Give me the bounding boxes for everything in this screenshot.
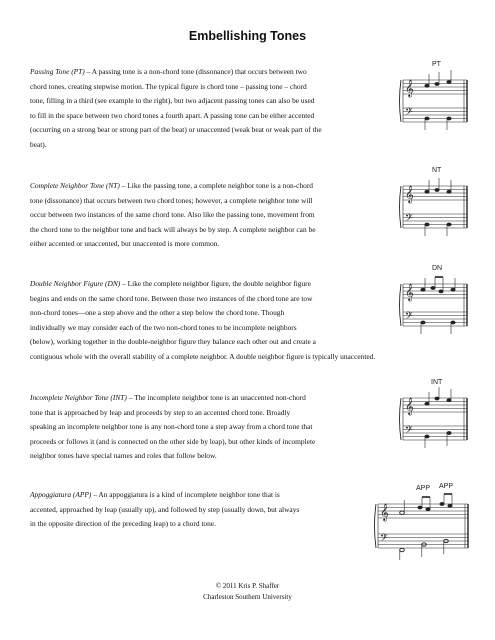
figure-label: DN [432, 265, 443, 272]
figure-label: NT [432, 167, 442, 174]
music-example [397, 262, 469, 334]
page-title: Embellishing Tones [188, 29, 307, 43]
svg-text:𝄢: 𝄢 [405, 212, 413, 226]
term: Complete Neighbor Tone (NT) [30, 181, 120, 190]
svg-text:𝄞: 𝄞 [405, 187, 414, 203]
svg-text:𝄢: 𝄢 [405, 424, 413, 438]
music-example [397, 376, 469, 448]
footer [0, 581, 495, 603]
grand-staff [397, 262, 469, 334]
grand-staff [397, 164, 469, 236]
svg-text:𝄞: 𝄞 [380, 505, 389, 521]
svg-text:𝄢: 𝄢 [380, 532, 388, 546]
grand-staff [397, 58, 469, 130]
svg-text:𝄢: 𝄢 [405, 310, 413, 324]
institution: Charleston Southern University [203, 593, 292, 601]
grand-staff [372, 478, 470, 562]
section-text: Passing Tone (PT) – A passing tone is a non-chord tone (dissonance) that occurs between two chord tones, creating stepwise motion. The typical figure is chord tone – passing tone – chord tone, filling in a third (see example to the right), but two adjacent passing tones can also be used to fill in the space between two chord tones a fourth apart. A passing tone can be either accented (occurring on a strong beat or strong part of the beat) or unaccented (weak beat or weak part of the beat). [30, 67, 322, 149]
svg-text:𝄞: 𝄞 [405, 81, 414, 97]
svg-text:𝄢: 𝄢 [405, 106, 413, 120]
term: Appoggiatura (APP) [30, 490, 92, 499]
term: Incomplete Neighbor Tone (INT) [30, 393, 127, 402]
section-text: Incomplete Neighbor Tone (INT) – The incomplete neighbor tone is an unaccented non-chord tone that is approached by leap and proceeds by step to an accented chord tone. Broadly speaking an incomplete neighbor tone is any non-chord tone a step away from a chord tone that proceeds or follows it (and is connected on the other side by leap), but other kinds of incomplete neighbor tones have special names and roles that follow below. [30, 393, 316, 461]
music-example [372, 478, 470, 562]
svg-text:𝄞: 𝄞 [405, 399, 414, 415]
grand-staff [397, 376, 469, 448]
copyright: © 2011 Kris P. Shaffer [215, 582, 280, 590]
term: Passing Tone (PT) [30, 67, 85, 76]
figure-label: APP [416, 485, 431, 492]
music-example [397, 164, 469, 236]
section-text: Complete Neighbor Tone (NT) – Like the passing tone, a complete neighbor tone is a non-chord tone (dissonance) that occurs between two chord tones; however, a complete neighbor tone will occur between two instances of the same chord tone. Also like the passing tone, movement from the chord tone to the neighbor tone and back will always be by step. A complete neighbor can be either accented or unaccented, but unaccented is more common. [30, 181, 316, 249]
figure-label: PT [432, 61, 441, 68]
music-example [397, 58, 469, 130]
svg-text:𝄞: 𝄞 [405, 285, 414, 301]
figure-label: APP [439, 483, 454, 490]
figure-label: INT [431, 379, 443, 386]
section-text: Double Neighbor Figure (DN) – Like the complete neighbor figure, the double neighbor figure begins and ends on the same chord tone. Between those two instances of the chord tone are tow non-chord tones—one a step above and the other a step below the chord tone. Though individually we may consider each of the two non-chord tones to be incomplete neighbors (below), working together in the double-neighbor figure they balance each other out and create a contiguous whole with the overall stability of a complete neighbor. A double neighbor figure is typically unaccented. [30, 279, 376, 361]
section-text: Appoggiatura (APP) – An appoggiatura is a kind of incomplete neighbor tone that is accented, approached by leap (usually up), and followed by step (usually down, but always in the opposite direction of the preceding leap) to a chord tone. [30, 490, 300, 529]
term: Double Neighbor Figure (DN) [30, 279, 121, 288]
